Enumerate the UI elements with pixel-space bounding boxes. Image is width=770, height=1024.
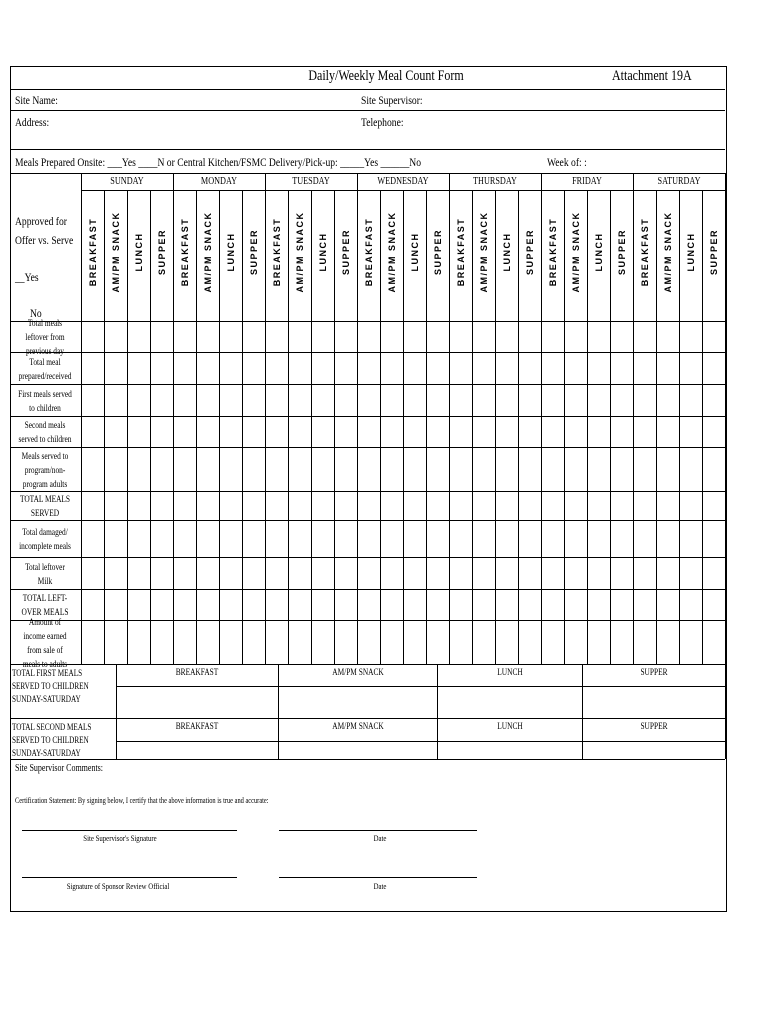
total-second-meals-text: TOTAL SECOND MEALS SERVED TO CHILDREN SUNDAY-SATURDAY [12, 722, 92, 758]
summary-col-supper: SUPPER [639, 667, 668, 677]
approved-no[interactable]: No [30, 306, 42, 320]
row-label-text: TOTAL LEFT-OVER MEALS [21, 593, 69, 617]
row-label [12, 353, 78, 384]
grid-vline [449, 173, 450, 664]
row-label [12, 318, 78, 356]
meal-header-wednesday-am-pm-snack: AM/PM SNACK [386, 211, 397, 293]
summary-col-breakfast: BREAKFAST [175, 667, 219, 677]
row-label-text: First meals served to children [18, 388, 72, 413]
day-header-thursday: THURSDAY [473, 176, 517, 187]
meals-prepared-line[interactable]: Meals Prepared Onsite: ___Yes ____N or Central Kitchen/FSMC Delivery/Pick-up: _____Yes ______No [15, 155, 422, 169]
meal-header-sunday-lunch: LUNCH [133, 232, 144, 272]
signature-line[interactable] [22, 877, 237, 878]
meal-header-friday-am-pm-snack: AM/PM SNACK [570, 211, 581, 293]
date-line[interactable] [279, 830, 477, 831]
grid-hline [10, 321, 725, 322]
meal-header-friday-breakfast: BREAKFAST [547, 217, 558, 287]
row-label [12, 521, 78, 557]
row-label [12, 385, 78, 416]
grid-vline [380, 190, 381, 664]
day-header-saturday: SATURDAY [657, 176, 701, 187]
grid-hline [10, 491, 725, 492]
approved-label: Approved for [15, 214, 67, 228]
grid-vline [311, 190, 312, 664]
summary-col-am-pm-snack: AM/PM SNACK [331, 667, 384, 677]
offer-vs-serve-label: Offer vs. Serve [15, 233, 74, 247]
summary-vline [725, 718, 726, 759]
meal-header-monday-supper: SUPPER [248, 228, 259, 276]
row-label [12, 492, 78, 520]
grid-vline [518, 190, 519, 664]
summary-hline [116, 741, 725, 742]
grid-vline [656, 190, 657, 664]
summary-hline [10, 759, 725, 760]
meal-header-saturday-lunch: LUNCH [685, 232, 696, 272]
grid-hline [10, 557, 725, 558]
meal-header-monday-lunch: LUNCH [225, 232, 236, 272]
grid-vline [219, 190, 220, 664]
grid-vline [725, 173, 726, 664]
row-label-text: Total leftover Milk [25, 561, 65, 586]
grid-hline [10, 620, 725, 621]
grid-vline [564, 190, 565, 664]
meal-header-monday-am-pm-snack: AM/PM SNACK [202, 211, 213, 293]
certification-statement: Certification Statement: By signing below, I certify that the above information is true and accurate: [15, 796, 269, 805]
summary-vline [278, 718, 279, 759]
row-label-text: TOTAL MEALS SERVED [19, 494, 71, 518]
grid-vline [196, 190, 197, 664]
site-supervisor-field[interactable]: Site Supervisor: [361, 93, 423, 107]
total-first-meals-text: TOTAL FIRST MEALS SERVED TO CHILDREN SUNDAY-SATURDAY [12, 668, 89, 704]
grid-vline [127, 190, 128, 664]
week-of-field[interactable]: Week of: : [547, 155, 587, 169]
summary-vline [725, 664, 726, 718]
meal-header-thursday-lunch: LUNCH [501, 232, 512, 272]
row-label [12, 616, 78, 669]
day-header-sunday: SUNDAY [110, 176, 144, 187]
grid-vline [587, 190, 588, 664]
meal-header-sunday-supper: SUPPER [156, 228, 167, 276]
grid-vline [357, 173, 358, 664]
divider [10, 664, 725, 665]
grid-vline [150, 190, 151, 664]
summary-vline [582, 664, 583, 718]
grid-vline [610, 190, 611, 664]
summary-hline [10, 718, 725, 719]
meal-header-saturday-breakfast: BREAKFAST [639, 217, 650, 287]
meal-header-saturday-am-pm-snack: AM/PM SNACK [662, 211, 673, 293]
page-title: Daily/Weekly Meal Count Form [308, 68, 464, 84]
row-label-text: Meals served to program/non-program adults [21, 450, 69, 489]
grid-hline [10, 416, 725, 417]
grid-vline [633, 173, 634, 664]
row-label [12, 417, 78, 447]
grid-vline [403, 190, 404, 664]
address-field[interactable]: Address: [15, 115, 50, 129]
grid-vline [702, 190, 703, 664]
day-header-monday: MONDAY [200, 176, 238, 187]
grid-vline [541, 173, 542, 664]
divider [10, 89, 725, 90]
grid-hline [10, 352, 725, 353]
grid-hline [10, 384, 725, 385]
total-second-meals-label [12, 721, 112, 760]
form-border [10, 66, 727, 912]
grid-vline [288, 190, 289, 664]
grid-vline [265, 173, 266, 664]
grid-vline [679, 190, 680, 664]
supervisor-signature-label: Site Supervisor's Signature [83, 834, 157, 843]
row-label-text: Total meal prepared/received [18, 356, 72, 381]
grid-vline [495, 190, 496, 664]
meal-header-tuesday-lunch: LUNCH [317, 232, 328, 272]
meal-header-sunday-am-pm-snack: AM/PM SNACK [110, 211, 121, 293]
meal-header-friday-supper: SUPPER [616, 228, 627, 276]
row-label-text: Total meals leftover from previous day [25, 318, 65, 356]
divider [10, 110, 725, 111]
meal-header-monday-breakfast: BREAKFAST [179, 217, 190, 287]
meal-header-wednesday-breakfast: BREAKFAST [363, 217, 374, 287]
signature-line[interactable] [22, 830, 237, 831]
date-label: Date [373, 834, 387, 843]
row-label-text: Total damaged/ incomplete meals [19, 527, 71, 551]
summary-hline [116, 686, 725, 687]
meal-header-tuesday-breakfast: BREAKFAST [271, 217, 282, 287]
telephone-field[interactable]: Telephone: [361, 115, 404, 129]
summary-col-am-pm-snack: AM/PM SNACK [331, 721, 384, 731]
summary-vline [278, 664, 279, 718]
grid-vline [242, 190, 243, 664]
grid-vline [173, 173, 174, 664]
meal-header-thursday-am-pm-snack: AM/PM SNACK [478, 211, 489, 293]
date-label: Date [373, 882, 387, 891]
grid-hline [10, 520, 725, 521]
grid-vline [426, 190, 427, 664]
meal-header-saturday-supper: SUPPER [708, 228, 719, 276]
row-label [12, 448, 78, 491]
grid-vline [81, 173, 82, 664]
meal-header-wednesday-supper: SUPPER [432, 228, 443, 276]
meal-header-wednesday-lunch: LUNCH [409, 232, 420, 272]
meal-header-thursday-breakfast: BREAKFAST [455, 217, 466, 287]
day-header-friday: FRIDAY [572, 176, 602, 187]
row-label-text: Second meals served to children [18, 420, 72, 444]
meal-header-friday-lunch: LUNCH [593, 232, 604, 272]
grid-hline [10, 589, 725, 590]
row-label-text: Amount of income earned from sale of meals to adults [22, 616, 68, 669]
summary-vline [437, 664, 438, 718]
sponsor-signature-label: Signature of Sponsor Review Official [66, 882, 170, 891]
total-first-meals-label [12, 667, 112, 706]
comments-label[interactable]: Site Supervisor Comments: [15, 763, 103, 774]
summary-vline [116, 664, 117, 718]
date-line[interactable] [279, 877, 477, 878]
summary-col-lunch: LUNCH [496, 721, 523, 731]
approved-yes[interactable]: __Yes [15, 270, 39, 284]
summary-vline [437, 718, 438, 759]
summary-col-breakfast: BREAKFAST [175, 721, 219, 731]
meal-header-sunday-breakfast: BREAKFAST [87, 217, 98, 287]
meal-header-tuesday-supper: SUPPER [340, 228, 351, 276]
meal-header-thursday-supper: SUPPER [524, 228, 535, 276]
grid-hline [10, 447, 725, 448]
summary-vline [582, 718, 583, 759]
summary-col-supper: SUPPER [639, 721, 668, 731]
summary-vline [116, 718, 117, 759]
day-header-wednesday: WEDNESDAY [377, 176, 429, 187]
meal-header-tuesday-am-pm-snack: AM/PM SNACK [294, 211, 305, 293]
divider [10, 149, 725, 150]
site-name-field[interactable]: Site Name: [15, 93, 58, 107]
divider [10, 173, 725, 174]
grid-vline [104, 190, 105, 664]
grid-vline [334, 190, 335, 664]
row-label [12, 558, 78, 589]
grid-vline [472, 190, 473, 664]
summary-col-lunch: LUNCH [496, 667, 523, 677]
attachment-label: Attachment 19A [612, 68, 692, 84]
day-header-tuesday: TUESDAY [292, 176, 330, 187]
